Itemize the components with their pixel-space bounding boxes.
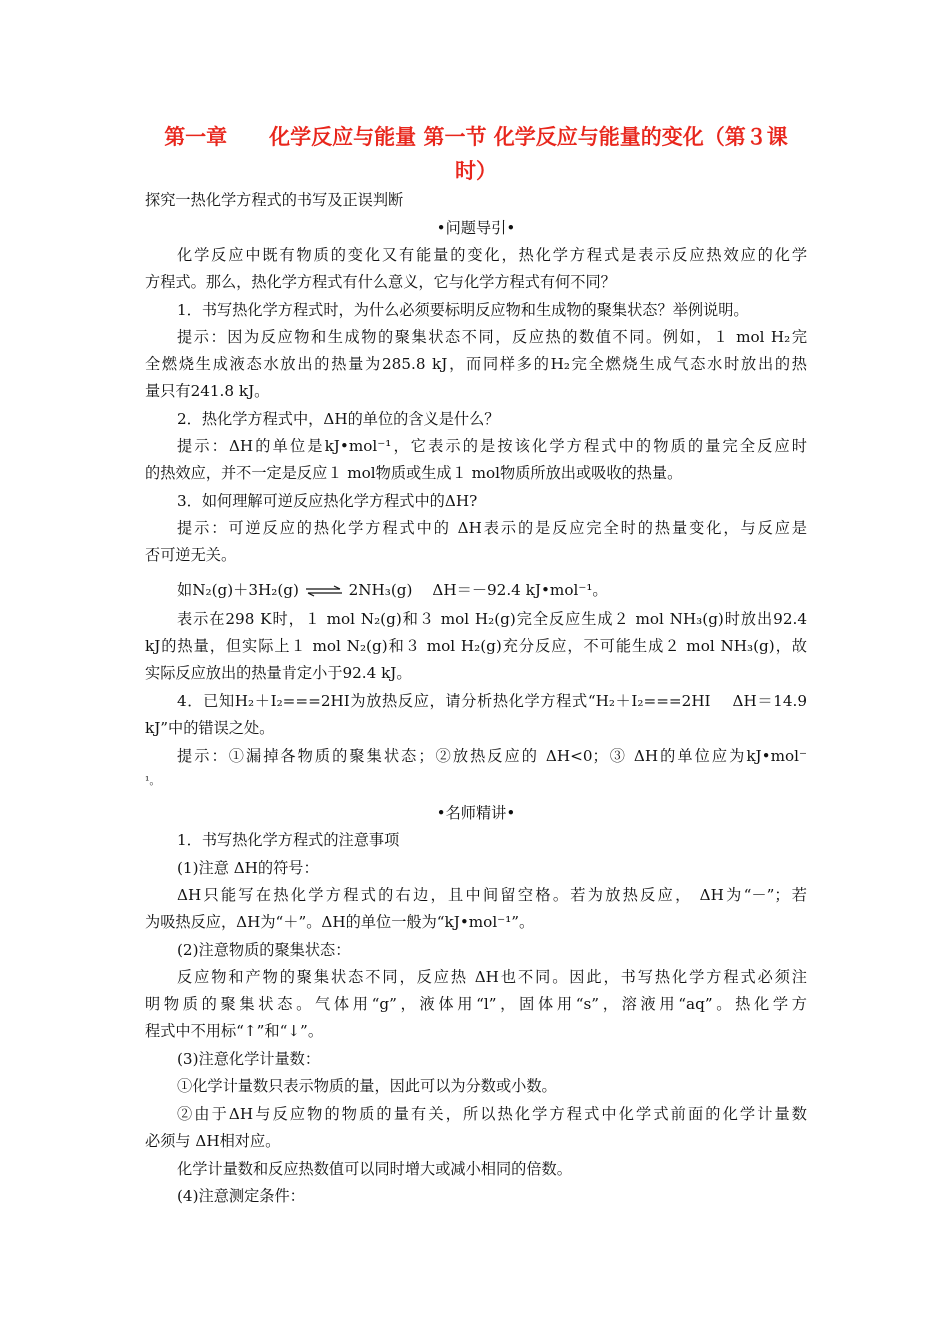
answer-1-line-2: 全燃烧生成液态水放出的热量为285.8 kJ，而同样多的H₂完全燃烧生成气态水时放出的热 [145,355,807,373]
title-line-2: 时） [455,159,497,183]
equation-right: 2NH₃(g) ΔH＝－92.4 kJ•mol⁻¹。 [348,581,608,599]
point-1-1: (1)注意 ΔH的符号： [177,859,319,877]
point-1-2-line-c: 程式中不用标“↑”和“↓”。 [145,1022,324,1040]
question-2: 2．热化学方程式中，ΔH的单位的含义是什么？ [177,410,500,428]
lecture-header: •名师精讲• [436,804,516,822]
point-1-4: (4)注意测定条件： [177,1187,305,1205]
question-4-line-1: 4．已知H₂＋I₂===2HI为放热反应，请分析热化学方程式“H₂＋I₂===2HI ΔH＝14.9 [177,692,807,710]
point-1-1-line-b: 为吸热反应，ΔH为“＋”。ΔH的单位一般为“kJ•mol⁻¹”。 [145,913,535,931]
intro-line-1: 化学反应中既有物质的变化又有能量的变化，热化学方程式是表示反应热效应的化学 [177,246,807,264]
point-1-1-line-a: ΔH只能写在热化学方程式的右边，且中间留空格。若为放热反应， ΔH为“－”；若 [177,886,807,904]
point-1-3-line-b: ②由于ΔH与反应物的物质的量有关，所以热化学方程式中化学式前面的化学计量数 [177,1105,807,1123]
intro-line-2: 方程式。那么，热化学方程式有什么意义，它与化学方程式有何不同？ [145,273,616,291]
page-title [145,120,807,188]
equation-left: 如N₂(g)＋3H₂(g) [177,581,299,599]
point-1-2: (2)注意物质的聚集状态： [177,941,351,959]
answer-2-line-2: 的热效应，并不一定是反应１ mol物质或生成１ mol物质所放出或吸收的热量。 [145,464,683,482]
answer-1-line-1: 提示：因为反应物和生成物的聚集状态不同，反应热的数值不同。例如，１ mol H₂完 [177,328,808,346]
example-line-1: 表示在298 K时，１ mol N₂(g)和３ mol H₂(g)完全反应生成２ mol NH₃(g)时放出92.4 [177,610,807,628]
answer-4-line-2: ¹。 [145,774,161,787]
guide-header: •问题导引• [436,219,516,237]
title-line-1: 第一章 化学反应与能量 第一节 化学反应与能量的变化（第３课 [164,125,788,149]
answer-3-line-2: 否可逆无关。 [145,546,237,564]
question-3: 3．如何理解可逆反应热化学方程式中的ΔH? [177,492,478,510]
equation-line [177,580,807,600]
question-4-line-2: kJ”中的错误之处。 [145,719,275,737]
point-1-3-line-d: 化学计量数和反应热数值可以同时增大或减小相同的倍数。 [177,1160,572,1178]
point-1-3: (3)注意化学计量数： [177,1050,321,1068]
point-1-2-line-a: 反应物和产物的聚集状态不同，反应热 ΔH也不同。因此，书写热化学方程式必须注 [177,968,807,986]
point-1: 1．书写热化学方程式的注意事项 [177,831,400,849]
point-1-2-line-b: 明物质的聚集状态。气体用“g”，液体用“l”，固体用“s”，溶液用“aq”。热化学方 [145,995,807,1013]
answer-4-line-1: 提示：①漏掉各物质的聚集状态；②放热反应的 ΔH<0；③ ΔH的单位应为kJ•mol⁻ [177,747,807,765]
question-1: 1．书写热化学方程式时，为什么必须要标明反应物和生成物的聚集状态？举例说明。 [177,301,749,319]
example-line-2: kJ的热量，但实际上１ mol N₂(g)和３ mol H₂(g)充分反应，不可能生成２ mol NH₃(g)，故 [145,637,807,655]
answer-1-line-3: 量只有241.8 kJ。 [145,382,270,400]
point-1-3-line-a: ①化学计量数只表示物质的量，因此可以为分数或小数。 [177,1077,557,1095]
example-line-3: 实际反应放出的热量肯定小于92.4 kJ。 [145,664,412,682]
answer-2-line-1: 提示：ΔH的单位是kJ•mol⁻¹，它表示的是按该化学方程式中的物质的量完全反应时 [177,437,807,455]
point-1-3-line-c: 必须与 ΔH相对应。 [145,1132,281,1150]
section-heading: 探究一热化学方程式的书写及正误判断 [145,191,404,209]
answer-3-line-1: 提示：可逆反应的热化学方程式中的 ΔH表示的是反应完全时的热量变化，与反应是 [177,519,807,537]
reversible-arrow-icon [304,585,344,597]
